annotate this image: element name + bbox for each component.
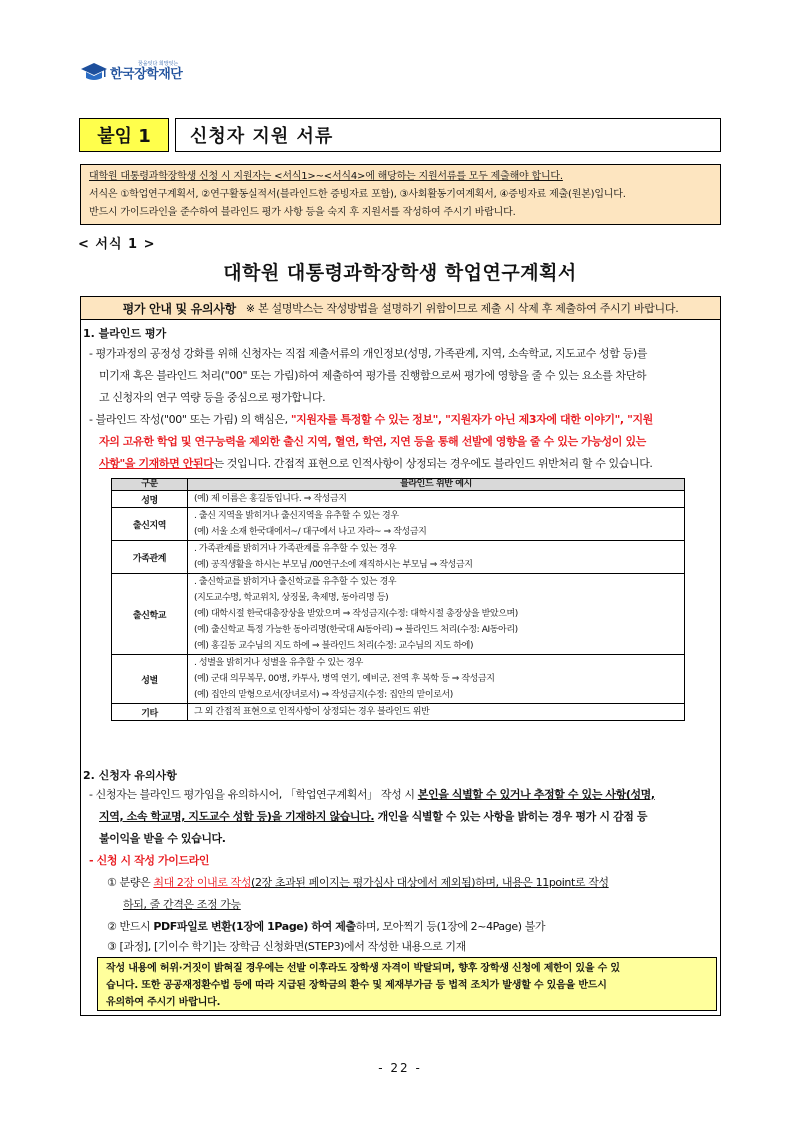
table-cell-category: 성명 xyxy=(112,491,188,508)
example-line: (지도교수명, 학교위치, 상징물, 축제명, 동아리명 등) xyxy=(194,593,389,603)
s2-para1-tail: 개인을 식별할 수 있는 사항을 밝히는 경우 평가 시 감점 등 xyxy=(374,810,648,823)
notice-line-3: 반드시 가이드라인을 준수하여 블라인드 평가 사항 등을 숙지 후 지원서를 작성하여 주시기 바랍니다. xyxy=(89,207,516,218)
logo-tagline: 꿈을잇다 희망잇는 xyxy=(138,61,179,67)
guideline-1-rest: (2장 초과된 페이지는 평가심사 대상에서 제외됨)하며, 내용은 11point로 작성 xyxy=(251,876,609,889)
notice-line-1: 대학원 대통령과학장학생 신청 시 지원자는 <서식1>~<서식4>에 해당하는 지원서류를 모두 제출해야 합니다. xyxy=(89,171,563,182)
guideline-3: ③ [과정], [기이수 학기]는 장학금 신청화면(STEP3)에서 작성한 내용으로 기재 xyxy=(107,940,466,953)
table-row xyxy=(112,491,685,508)
s1-para2-tail: 는 것입니다. 간접적 표현으로 인적사항이 상정되는 경우에도 블라인드 위반처리 할 수 있습니다. xyxy=(213,457,653,470)
table-row xyxy=(112,508,685,541)
blind-example-table xyxy=(111,478,685,721)
s1-para2-line3 xyxy=(99,453,653,475)
example-line: . 출신학교를 밝히거나 출신학교를 유추할 수 있는 경우 xyxy=(194,577,397,587)
table-row xyxy=(112,655,685,704)
s1-para2-red3: 사항"을 기재하면 안된다 xyxy=(99,457,214,470)
table-head-category: 구분 xyxy=(112,479,188,491)
table-cell-category: 가족관계 xyxy=(112,541,188,574)
example-line: (예) 대학시절 한국대총장상을 받았으며 ⇒ 작성금지(수정: 대학시절 총장상을 받았으며) xyxy=(194,609,518,619)
example-line: . 가족관계를 밝히거나 가족관계를 유추할 수 있는 경우 xyxy=(194,544,397,554)
page-number: - 22 - xyxy=(378,1061,422,1075)
s2-para1-bold2: 지역, 소속 학교명, 지도교수 성함 등)을 기재하지 않습니다. xyxy=(99,810,375,823)
graduation-cap-icon xyxy=(80,61,108,83)
attachment-header xyxy=(79,118,721,152)
section-1-title: 1. 블라인드 평가 xyxy=(83,327,167,340)
notice-line-2: 서식은 ①학업연구계획서, ②연구활동실적서(블라인드한 증빙자료 포함), ③사회활동기여계획서, ④증빙자료 제출(원본)입니다. xyxy=(89,189,626,200)
s1-para2-red1: "지원자를 특정할 수 있는 정보", "지원자가 아닌 제3자에 대한 이야기", "지원 xyxy=(290,413,653,426)
table-cell-category: 성별 xyxy=(112,655,188,704)
logo-name: 한국장학재단 xyxy=(110,67,183,82)
guide-header-title: 평가 안내 및 유의사항 xyxy=(122,301,236,316)
s1-para1-line1: - 평가과정의 공정성 강화를 위해 신청자는 직접 제출서류의 개인정보(성명, 가족관계, 지역, 소속학교, 지도교수 성함 등)를 xyxy=(89,347,647,360)
warning-line-3: 유의하여 주시기 바랍니다. xyxy=(106,997,221,1008)
warning-line-2: 습니다. 또한 공공재정환수법 등에 따라 지급된 장학금의 환수 및 제재부가금 등 법적 조치가 발생할 수 있음을 반드시 xyxy=(106,980,607,991)
example-line: . 출신 지역을 밝히거나 출신지역을 유추할 수 있는 경우 xyxy=(194,511,399,521)
table-row xyxy=(112,541,685,574)
s2-para1-line2 xyxy=(99,806,647,828)
guide-header xyxy=(81,297,720,320)
example-line: (예) 공직생활을 하시는 부모님 /00연구소에 재직하시는 부모님 ⇒ 작성금지 xyxy=(194,560,473,570)
table-row xyxy=(112,574,685,655)
guideline-1-line2: 하되, 줄 간격은 조정 가능 xyxy=(123,898,241,911)
table-cell-example xyxy=(188,491,685,508)
attachment-title: 신청자 지원 서류 xyxy=(175,118,721,152)
guideline-2 xyxy=(107,916,545,938)
guideline-1-lead: ① 분량은 xyxy=(107,876,154,889)
table-cell-category: 출신학교 xyxy=(112,574,188,655)
table-cell-example xyxy=(188,508,685,541)
warning-box xyxy=(97,957,717,1011)
example-line: (예) 홍길동 교수님의 지도 하에 ⇒ 블라인드 처리(수정: 교수님의 지도 하에) xyxy=(194,641,474,651)
s1-para1-line2: 미기재 혹은 블라인드 처리("00" 또는 가림)하여 제출하여 평가를 진행함으로써 평가에 영향을 줄 수 있는 요소를 차단하 xyxy=(99,369,647,382)
table-row xyxy=(112,704,685,721)
example-line: (예) 군대 의무복무, 00병, 카투사, 병역 연기, 예비군, 전역 후 복학 등 ⇒ 작성금지 xyxy=(194,674,495,684)
table-cell-example xyxy=(188,541,685,574)
s1-para2-line1 xyxy=(89,409,653,431)
table-cell-example xyxy=(188,655,685,704)
guide-box xyxy=(80,296,721,1016)
s2-para1-line3: 불이익을 받을 수 있습니다. xyxy=(99,832,226,845)
s1-para1-line3: 고 신청자의 연구 역량 등을 중심으로 평가합니다. xyxy=(99,391,326,404)
guide-header-note: ※ 본 설명박스는 작성방법을 설명하기 위함이므로 제출 시 삭제 후 제출하여 주시기 바랍니다. xyxy=(245,302,679,315)
example-line: (예) 출신학교 특정 가능한 동아리명(한국대 AI동아리) ⇒ 블라인드 처리(수정: AI동아리) xyxy=(194,625,518,635)
s2-para1-bold: 본인을 식별할 수 있거나 추정할 수 있는 사항(성명, xyxy=(417,788,655,801)
table-head-example: 블라인드 위반 예시 xyxy=(188,479,685,491)
s2-guideline-title: - 신청 시 작성 가이드라인 xyxy=(89,854,210,867)
s2-para1-line1 xyxy=(89,784,655,806)
s1-para2-lead: - 블라인드 작성("00" 또는 가림) 의 핵심은, xyxy=(89,413,291,426)
example-line: . 성별을 밝히거나 성별을 유추할 수 있는 경우 xyxy=(194,658,363,668)
guideline-1-red: 최대 2장 이내로 작성 xyxy=(153,876,252,889)
table-cell-example xyxy=(188,704,685,721)
example-line: (예) 서울 소재 한국대에서~/ 대구에서 나고 자라~ ⇒ 작성금지 xyxy=(194,527,427,537)
guideline-1-line1 xyxy=(107,872,609,894)
guideline-2-lead: ② 반드시 xyxy=(107,920,154,933)
table-cell-example xyxy=(188,574,685,655)
document-title: 대학원 대통령과학장학생 학업연구계획서 xyxy=(223,262,577,284)
kosaf-logo xyxy=(80,57,182,87)
table-cell-category: 출신지역 xyxy=(112,508,188,541)
table-cell-category: 기타 xyxy=(112,704,188,721)
s2-para1-lead: - 신청자는 블라인드 평가임을 유의하시어, 「학업연구계획서」 작성 시 xyxy=(89,788,418,801)
guideline-2-rest: 하며, 모아찍기 등(1장에 2~4Page) 불가 xyxy=(355,920,546,933)
notice-box xyxy=(80,164,721,225)
section-2-title: 2. 신청자 유의사항 xyxy=(83,769,177,782)
guideline-2-bold: PDF파일로 변환(1장에 1Page) 하여 제출 xyxy=(153,920,356,933)
example-line: (예) 집안의 맏형으로서(장녀로서) ⇒ 작성금지(수정: 집안의 맏이로서) xyxy=(194,690,453,700)
example-line: 그 외 간접적 표현으로 인적사항이 상정되는 경우 블라인드 위반 xyxy=(194,707,430,717)
example-line: (예) 제 이름은 홍길동입니다. ⇒ 작성금지 xyxy=(194,494,347,504)
warning-line-1: 작성 내용에 허위·거짓이 밝혀질 경우에는 선발 이후라도 장학생 자격이 박탈되며, 향후 장학생 신청에 제한이 있을 수 있 xyxy=(106,963,620,974)
s1-para2-red2: 자의 고유한 학업 및 연구능력을 제외한 출신 지역, 혈연, 학연, 지연 등을 통해 선발에 영향을 줄 수 있는 가능성이 있는 xyxy=(99,435,646,448)
form-label: < 서식 1 > xyxy=(78,237,156,252)
attachment-label: 붙임 1 xyxy=(79,118,169,152)
